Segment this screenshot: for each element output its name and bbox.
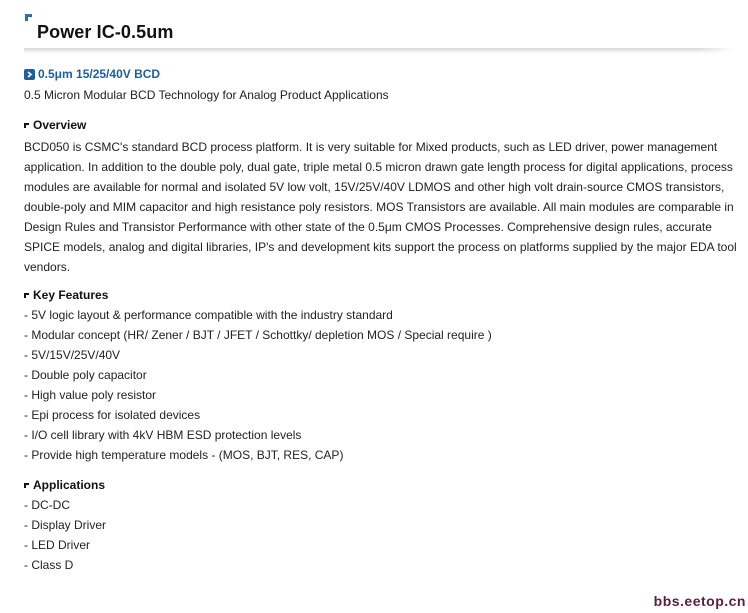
- list-item: - Double poly capacitor: [24, 368, 147, 382]
- list-item: - 5V logic layout & performance compatible with the industry standard: [24, 308, 393, 322]
- overview-line: application. In addition to the double poly, dual gate, triple metal 0.5 micron drawn gate length process for digital applications, process: [24, 160, 733, 174]
- key-features-heading: [24, 288, 108, 302]
- key-features-list: [24, 305, 492, 465]
- product-heading: [24, 67, 160, 81]
- overview-heading-label: Overview: [33, 118, 87, 132]
- list-item: - Class D: [24, 558, 74, 572]
- overview-line: Design Rules and Transistor Performance with other state of the 0.5μm CMOS Processes. Comprehensive design rules, accurate: [24, 220, 712, 234]
- applications-heading-label: Applications: [33, 478, 106, 492]
- overview-line: BCD050 is CSMC's standard BCD process platform. It is very suitable for Mixed products, such as LED driver, power management: [24, 140, 718, 154]
- list-item: - High value poly resistor: [24, 388, 157, 402]
- list-item: - Epi process for isolated devices: [24, 408, 201, 422]
- overview-line: SPICE models, analog and digital libraries, IP's and development kits support the process on platforms supplied by the major EDA tool: [24, 240, 737, 254]
- list-item: - 5V/15V/25V/40V: [24, 348, 121, 362]
- overview-heading: [24, 118, 86, 132]
- list-item: - I/O cell library with 4kV HBM ESD protection levels: [24, 428, 302, 442]
- overview-paragraph: [24, 137, 740, 277]
- product-tagline: 0.5 Micron Modular BCD Technology for Analog Product Applications: [24, 88, 389, 102]
- page-title: Power IC-0.5um: [37, 22, 174, 42]
- list-item: - Display Driver: [24, 518, 107, 532]
- overview-line: vendors.: [24, 260, 71, 274]
- list-item: - LED Driver: [24, 538, 91, 552]
- watermark: bbs.eetop.cn: [653, 593, 746, 609]
- key-features-heading-label: Key Features: [33, 288, 109, 302]
- product-name: 0.5μm 15/25/40V BCD: [38, 67, 161, 81]
- overview-line: modules are available for normal and isolated 5V low volt, 15V/25V/40V LDMOS and other high volt drain-source CMOS transistors,: [24, 180, 725, 194]
- arrow-right-box-icon: [24, 69, 35, 80]
- corner-bullet-icon: [24, 293, 30, 299]
- corner-bullet-icon: [24, 483, 30, 489]
- list-item: - Provide high temperature models - (MOS, BJT, RES, CAP): [24, 448, 344, 462]
- overview-line: double-poly and MIM capacitor and high resistance poly resistors. MOS Transistors are available. All main modules are comparable in: [24, 200, 734, 214]
- applications-list: [24, 495, 106, 575]
- applications-heading: [24, 478, 105, 492]
- corner-bullet-icon: [24, 123, 30, 129]
- title-divider: [24, 48, 736, 54]
- corner-bracket-icon: [25, 14, 32, 21]
- list-item: - DC-DC: [24, 498, 70, 512]
- list-item: - Modular concept (HR/ Zener / BJT / JFET / Schottky/ depletion MOS / Special require ): [24, 328, 492, 342]
